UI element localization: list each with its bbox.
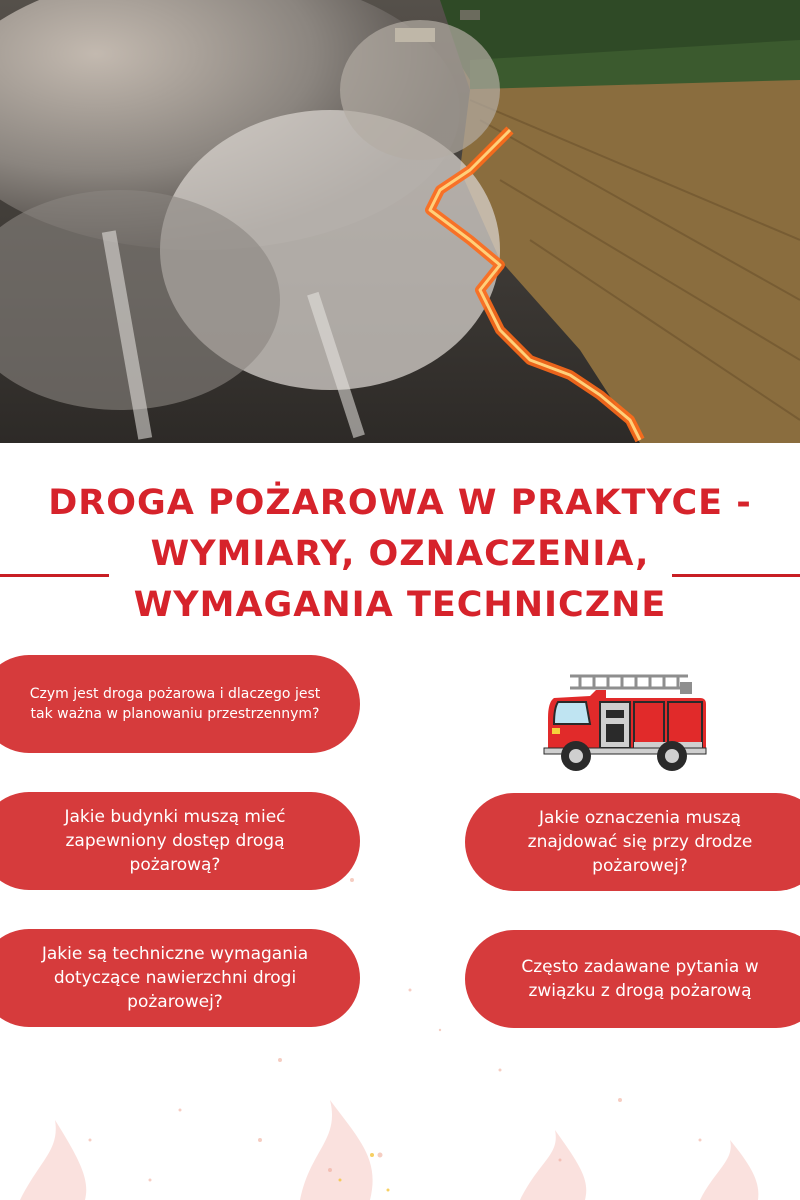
faq-link-buildings-requiring-access[interactable] <box>0 792 360 890</box>
faq-link-what-is-fire-road[interactable] <box>0 655 360 753</box>
faq-link-label: Jakie oznaczenia muszą znajdować się przy drodze pożarowej? <box>527 808 753 876</box>
title-divider-left <box>0 574 109 577</box>
faq-link-label: Jakie są techniczne wymagania dotyczące nawierzchni drogi pożarowej? <box>41 944 309 1012</box>
title-divider-right <box>672 574 800 577</box>
faq-link-label: Jakie budynki muszą mieć zapewniony dostęp drogą pożarową? <box>64 807 286 875</box>
faq-link-label: Często zadawane pytania w związku z drogą pożarową <box>521 957 759 1001</box>
page-title <box>0 478 800 631</box>
page-title-line: WYMAGANIA TECHNICZNE <box>133 585 667 625</box>
hero-wildfire-image <box>0 0 800 443</box>
fire-truck-icon <box>540 668 710 776</box>
faq-link-surface-requirements[interactable] <box>0 929 360 1027</box>
faq-link-frequently-asked[interactable] <box>465 930 800 1028</box>
page-title-line: WYMIARY, OZNACZENIA, <box>150 534 650 574</box>
page-title-line: DROGA POŻAROWA W PRAKTYCE - <box>48 483 752 523</box>
faq-link-label: Czym jest droga pożarowa i dlaczego jest tak ważna w planowaniu przestrzennym? <box>29 686 321 722</box>
faq-link-required-markings[interactable] <box>465 793 800 891</box>
